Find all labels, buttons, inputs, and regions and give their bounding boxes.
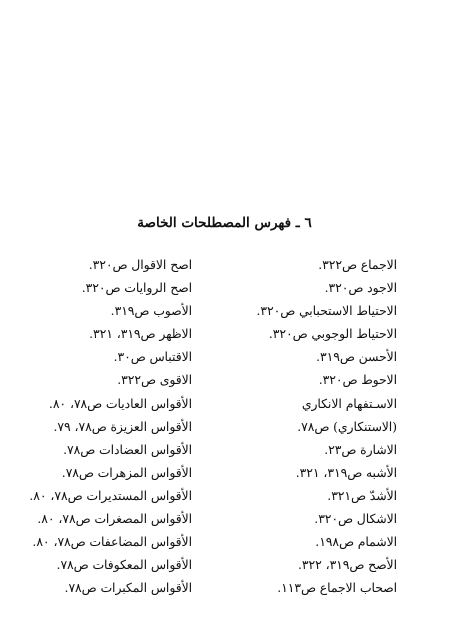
index-entry: الأحسن ص٣١٩. xyxy=(316,350,397,365)
index-entry: الأقواس المستديرات ص٧٨، ٨٠. xyxy=(29,488,192,503)
index-entry: الأقواس المزهرات ص٧٨. xyxy=(61,465,192,480)
index-entry: الأقواس العاديات ص٧٨، ٨٠. xyxy=(48,396,192,411)
index-entry: الأشدّ ص٣٢١. xyxy=(327,488,397,503)
index-entry: الأصح ص٣١٩، ٣٢٢. xyxy=(297,558,397,573)
index-column-left xyxy=(6,254,192,600)
index-entry: الأشبه ص٣١٩، ٣٢١. xyxy=(295,465,397,480)
section-title: ٦ ـ فهرس المصطلحات الخاصة xyxy=(137,215,312,231)
index-entry: اصح الاقوال ص٣٢٠. xyxy=(88,258,192,272)
index-entry: الأقواس المضاعفات ص٧٨، ٨٠. xyxy=(32,535,192,550)
index-entry: الاقوى ص٣٢٢. xyxy=(117,373,192,388)
index-entry: الاشكال ص٣٢٠. xyxy=(314,512,397,527)
index-entry: (الاستنكاري) ص٧٨. xyxy=(297,419,397,434)
index-column-right xyxy=(207,254,397,600)
index-entry: الاقتباس ص٣٠. xyxy=(113,350,192,365)
index-entry: الأقواس المكبرات ص٧٨. xyxy=(64,581,192,596)
index-entry: الاجماع ص٣٢٢. xyxy=(318,258,397,272)
index-entry: الأقواس المعكوفات ص٧٨. xyxy=(56,558,192,573)
index-entry: الاشارة ص٢٣. xyxy=(324,442,397,457)
index-entry: الاشمام ص١٩٨. xyxy=(315,535,397,550)
index-entry: اصح الروايات ص٣٢٠. xyxy=(81,281,192,296)
index-entry: اصحاب الاجماع ص١١٣. xyxy=(277,581,397,596)
index-entry: الأقواس المصغرات ص٧٨، ٨٠. xyxy=(37,512,192,527)
index-entry: الأصوب ص٣١٩. xyxy=(110,304,192,319)
index-entry: الاحتياط الوجوبي ص٣٢٠. xyxy=(268,327,397,342)
index-entry: الأقواس العزيزة ص٧٨، ٧٩. xyxy=(53,419,192,434)
index-entry: الاجود ص٣٢٠. xyxy=(324,281,397,296)
index-entry: الاسـتفهام الانكاري xyxy=(301,396,397,411)
index-entry: الاظهر ص٣١٩، ٣٢١. xyxy=(89,327,192,342)
index-entry: الاحتياط الاستحبابي ص٣٢٠. xyxy=(256,304,397,319)
index-entry: الاحوط ص٣٢٠. xyxy=(318,373,397,388)
index-entry: الأقواس العضادات ص٧٨. xyxy=(63,442,192,457)
